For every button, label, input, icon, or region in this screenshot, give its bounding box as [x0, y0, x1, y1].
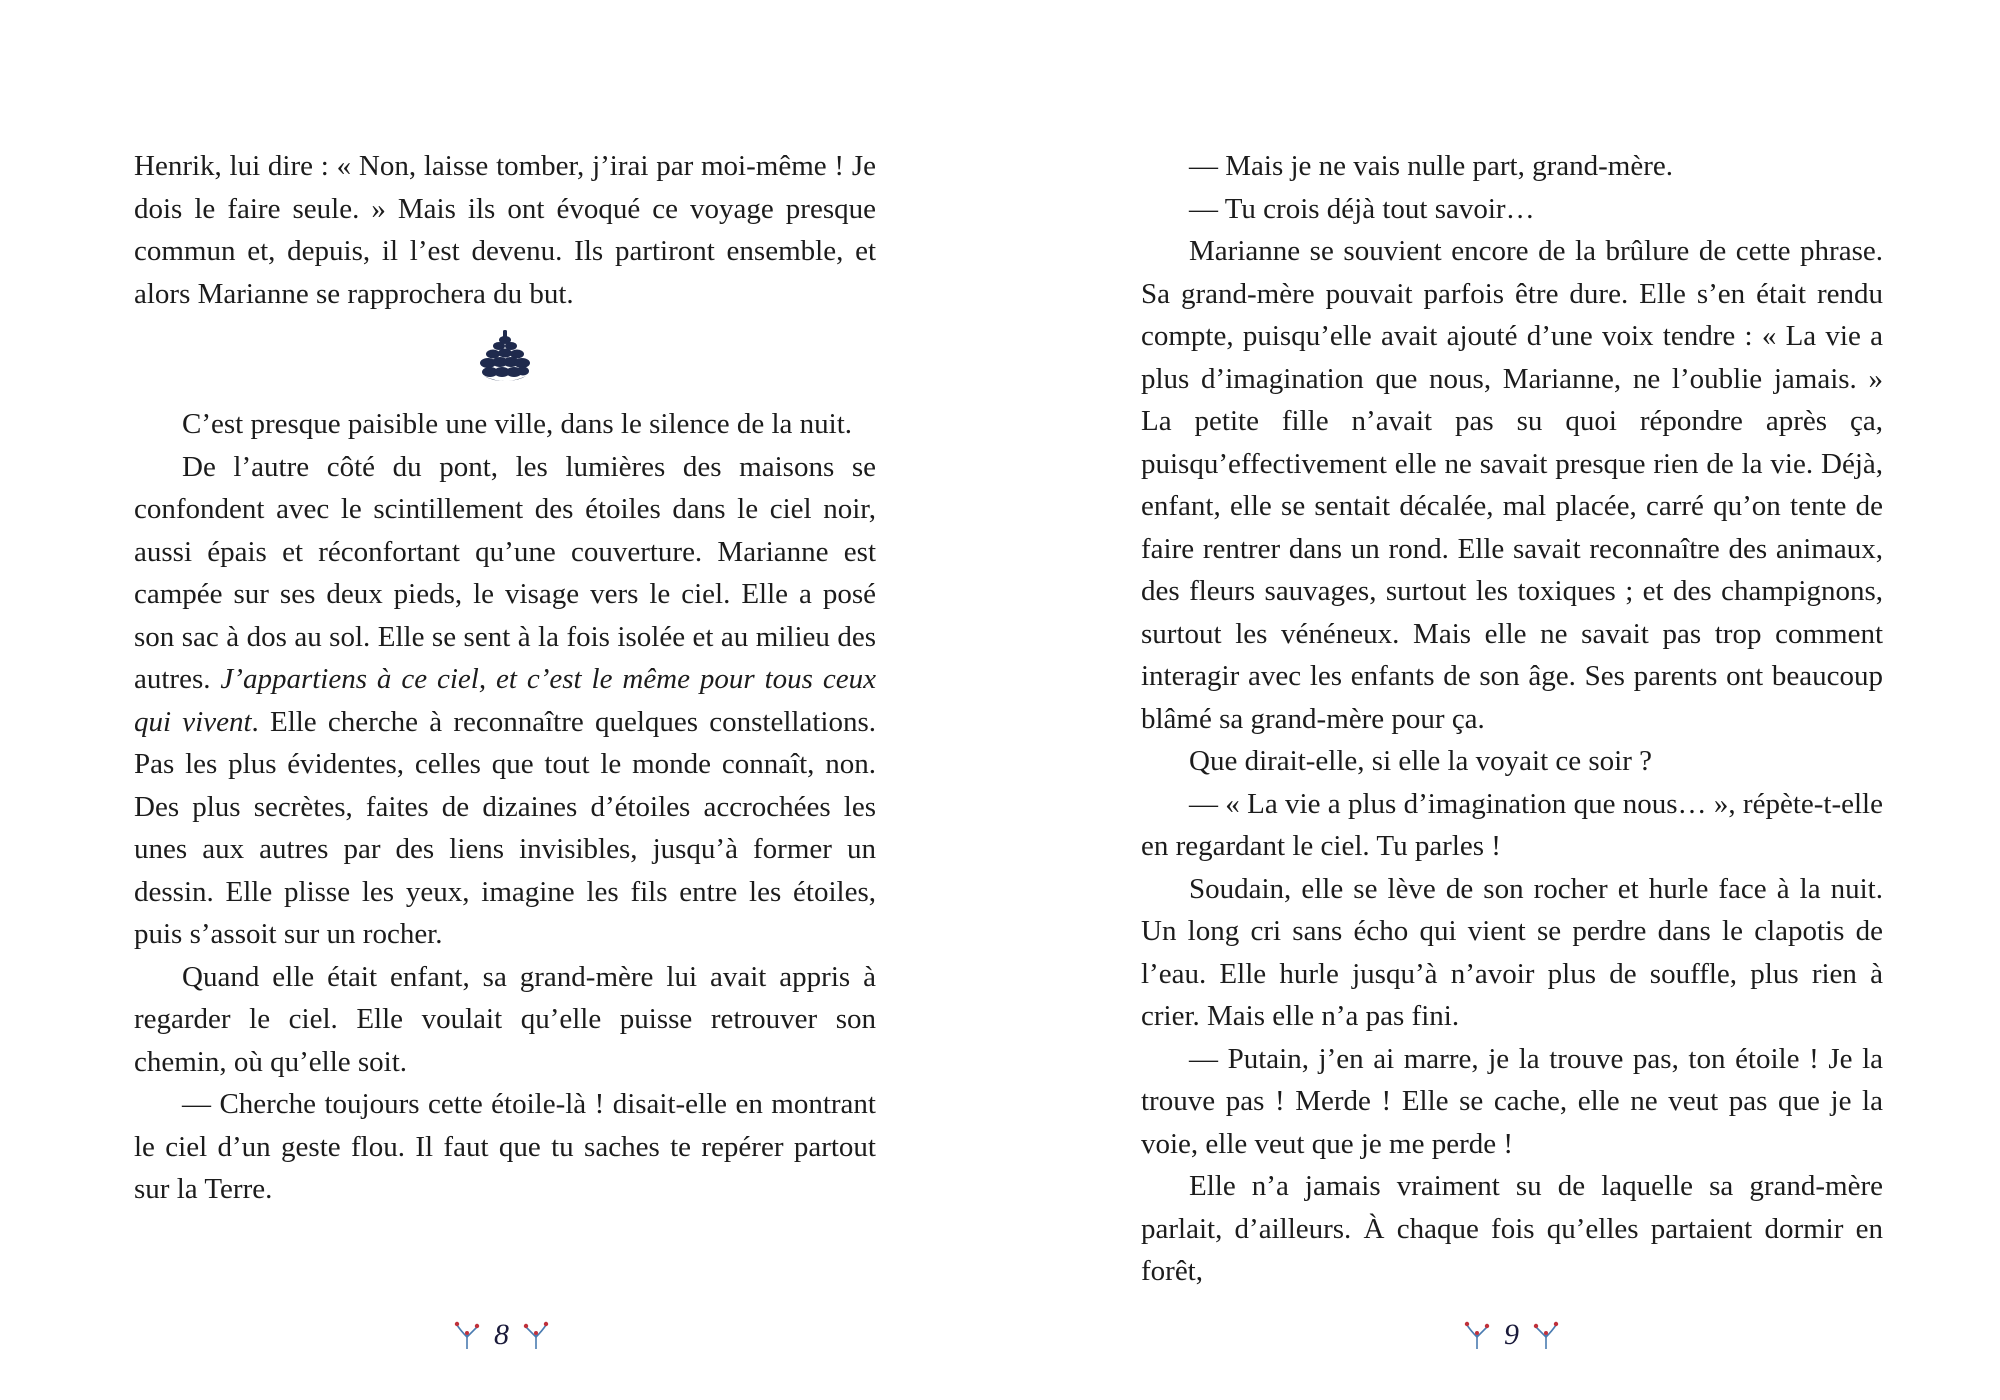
- page-number-footer: [1462, 1318, 1561, 1352]
- page-number: 9: [1504, 1318, 1519, 1351]
- sprig-icon: [1531, 1319, 1561, 1351]
- italic-thought: J’appartiens à ce ciel, et c’est le même pour tous ceux qui vivent: [134, 663, 876, 738]
- right-page-text: [1141, 145, 1883, 1293]
- left-page-text: [134, 145, 876, 1211]
- paragraph: — « La vie a plus d’imagination que nous… », répète-t-elle en regardant le ciel. Tu parles !: [1141, 787, 1883, 862]
- paragraph: — Tu crois déjà tout savoir…: [1189, 192, 1535, 225]
- paragraph-text: De l’autre côté du pont, les lumières des maisons se confondent avec le scintillement des étoiles dans le ciel noir, aussi épais et réconfortant qu’une couverture. Marianne est campée sur ses deux pieds, le visage vers le ciel. Elle a posé son sac à dos au sol. Elle se sent à la fois isolée et au milieu des autres.: [134, 450, 876, 695]
- paragraph: Elle n’a jamais vraiment su de laquelle sa grand-mère parlait, d’ailleurs. À chaque fois qu’elles partaient dormir en forêt,: [1141, 1170, 1883, 1287]
- paragraph: Henrik, lui dire : « Non, laisse tomber, j’irai par moi-même ! Je dois le faire seule. » Mais ils ont évoqué ce voyage presque commun et, depuis, il l’est devenu. Ils partiront ensemble, et alors Marianne se rapprochera du but.: [134, 150, 876, 310]
- paragraph: — Mais je ne vais nulle part, grand-mère.: [1189, 150, 1673, 182]
- page-number: 8: [494, 1318, 509, 1351]
- paragraph: Quand elle était enfant, sa grand-mère lui avait appris à regarder le ciel. Elle voulait qu’elle puisse retrouver son chemin, où qu’elle soit.: [134, 960, 876, 1078]
- sprig-icon: [521, 1319, 551, 1351]
- right-page: [1000, 0, 2000, 1400]
- paragraph: C’est presque paisible une ville, dans le silence de la nuit.: [182, 408, 853, 440]
- paragraph: Que dirait-elle, si elle la voyait ce soir ?: [1189, 745, 1653, 777]
- paragraph: Marianne se souvient encore de la brûlure de cette phrase. Sa grand-mère pouvait parfois être dure. Elle s’en était rendu compte, puisqu’elle avait ajouté d’une voix tendre : « La vie a plus d’imagination que nous, Marianne, ne l’oublie jamais. » La petite fille n’avait pas su quoi répondre après ça, puisqu’effectivement elle ne savait presque rien de la vie. Déjà, enfant, elle se sentait décalée, mal placée, carré qu’on tente de faire rentrer dans un rond. Elle savait reconnaître des animaux, des fleurs sauvages, surtout les toxiques ; et des champignons, surtout les vénéneux. Mais elle ne savait pas trop comment interagir avec les enfants de son âge. Ses parents ont beaucoup blâmé sa grand-mère pour ça.: [1141, 235, 1883, 735]
- paragraph-text: . Elle cherche à reconnaître quelques constellations. Pas les plus évidentes, celles que tout le monde connaît, non. Des plus secrètes, faites de dizaines d’étoiles accrochées les unes aux autres par des liens invisibles, jusqu’à former un dessin. Elle plisse les yeux, imagine les fils entre les étoiles, puis s’assoit sur un rocher.: [134, 705, 876, 950]
- pinecone-icon: [478, 328, 532, 384]
- paragraph: — Putain, j’en ai marre, je la trouve pas, ton étoile ! Je la trouve pas ! Merde ! Elle se cache, elle ne veut pas que je la voie, elle veut que je me perde !: [1141, 1042, 1883, 1160]
- paragraph: Soudain, elle se lève de son rocher et hurle face à la nuit. Un long cri sans écho qui vient se perdre dans le clapotis de l’eau. Elle hurle jusqu’à n’avoir plus de souffle, plus rien à crier. Mais elle n’a pas fini.: [1141, 872, 1883, 1032]
- paragraph: — Cherche toujours cette étoile-là ! disait-elle en montrant le ciel d’un geste flou. Il faut que tu saches te repérer partout sur la Terre.: [134, 1088, 876, 1205]
- sprig-icon: [452, 1319, 482, 1351]
- page-number-footer: [452, 1318, 551, 1352]
- sprig-icon: [1462, 1319, 1492, 1351]
- paragraph: [134, 446, 876, 956]
- section-break: [134, 321, 876, 391]
